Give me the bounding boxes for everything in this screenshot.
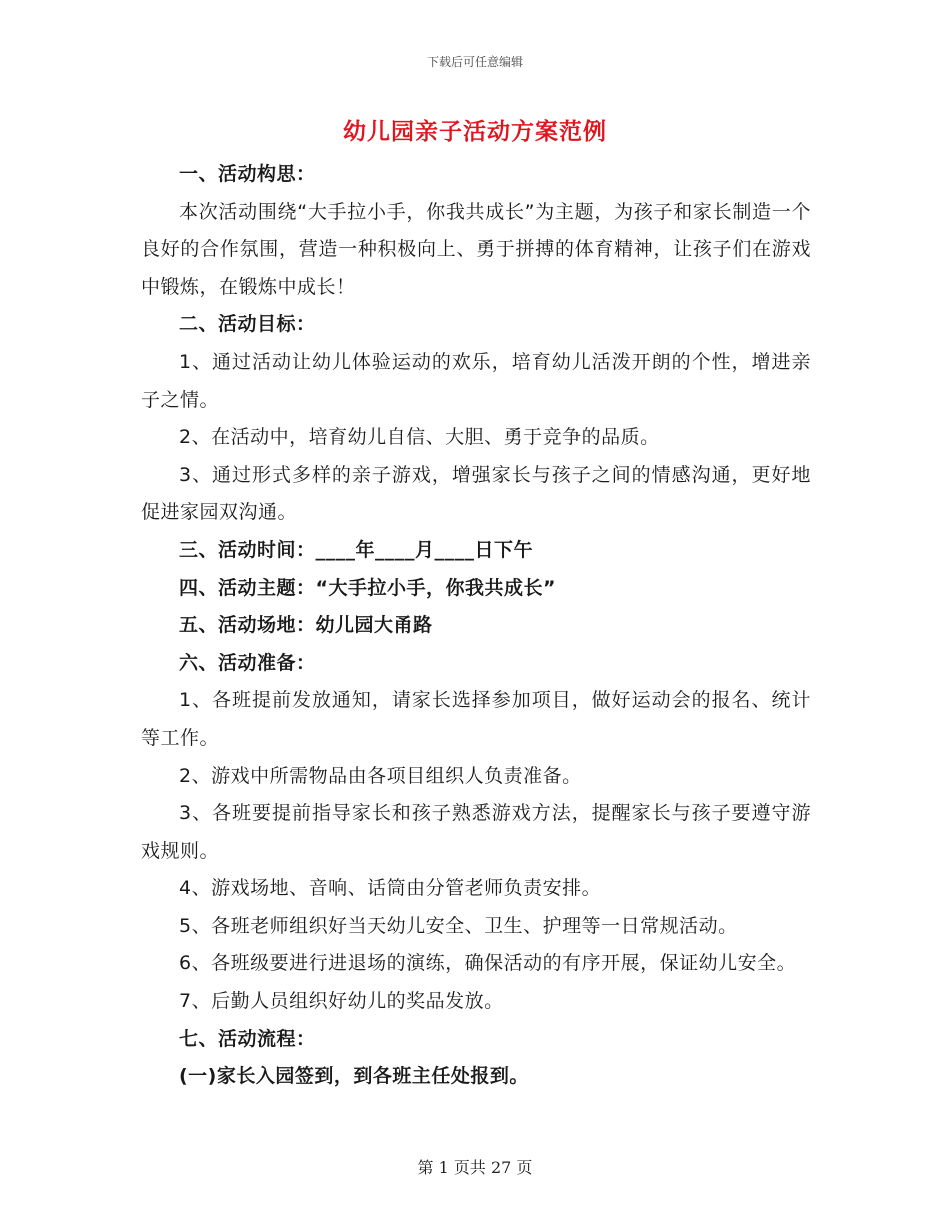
header-note: 下载后可任意编辑 [426,55,523,69]
page-number: 第 1 页共 27 页 [417,1158,533,1177]
preparation-item: 3、各班要提前指导家长和孩子熟悉游戏方法，提醒家长与孩子要遵守游戏规则。 [141,802,811,862]
preparation-item: 6、各班级要进行进退场的演练，确保活动的有序开展，保证幼儿安全。 [179,952,797,975]
section-heading-preparation: 六、活动准备： [179,651,316,674]
preparation-item: 1、各班提前发放通知，请家长选择参加项目，做好运动会的报名、统计等工作。 [141,689,811,749]
preparation-item: 5、各班老师组织好当天幼儿安全、卫生、护理等一日常规活动。 [179,914,738,937]
page-title: 幼儿园亲子活动方案范例 [343,119,607,145]
section-theme: 四、活动主题：“大手拉小手，你我共成长” [179,576,556,599]
goal-item: 2、在活动中，培育幼儿自信、大胆、勇于竞争的品质。 [179,426,660,449]
section-venue: 五、活动场地：幼儿园大甬路 [179,614,433,637]
goal-item: 3、通过形式多样的亲子游戏，增强家长与孩子之间的情感沟通，更好地促进家园双沟通。 [141,463,811,524]
section-heading-concept: 一、活动构思： [179,163,316,185]
section-heading-process: 七、活动流程： [179,1027,316,1050]
preparation-item: 2、游戏中所需物品由各项目组织人负责准备。 [179,764,582,787]
section-heading-goals: 二、活动目标： [179,313,316,336]
goal-item: 1、通过活动让幼儿体验运动的欢乐，培育幼儿活泼开朗的个性，增进亲子之情。 [141,350,811,411]
preparation-item: 4、游戏场地、音响、话筒由分管老师负责安排。 [179,877,602,900]
document-body [141,156,811,1096]
section-time: 三、活动时间：____年____月____日下午 [179,538,534,561]
section-body-concept: 本次活动围绕“大手拉小手，你我共成长”为主题，为孩子和家长制造一个良好的合作氛围，营造一种积极向上、勇于拼搏的体育精神，让孩子们在游戏中锻炼，在锻炼中成长！ [141,200,811,298]
process-step-1: (一)家长入园签到，到各班主任处报到。 [179,1065,529,1088]
preparation-item: 7、后勤人员组织好幼儿的奖品发放。 [179,990,504,1013]
